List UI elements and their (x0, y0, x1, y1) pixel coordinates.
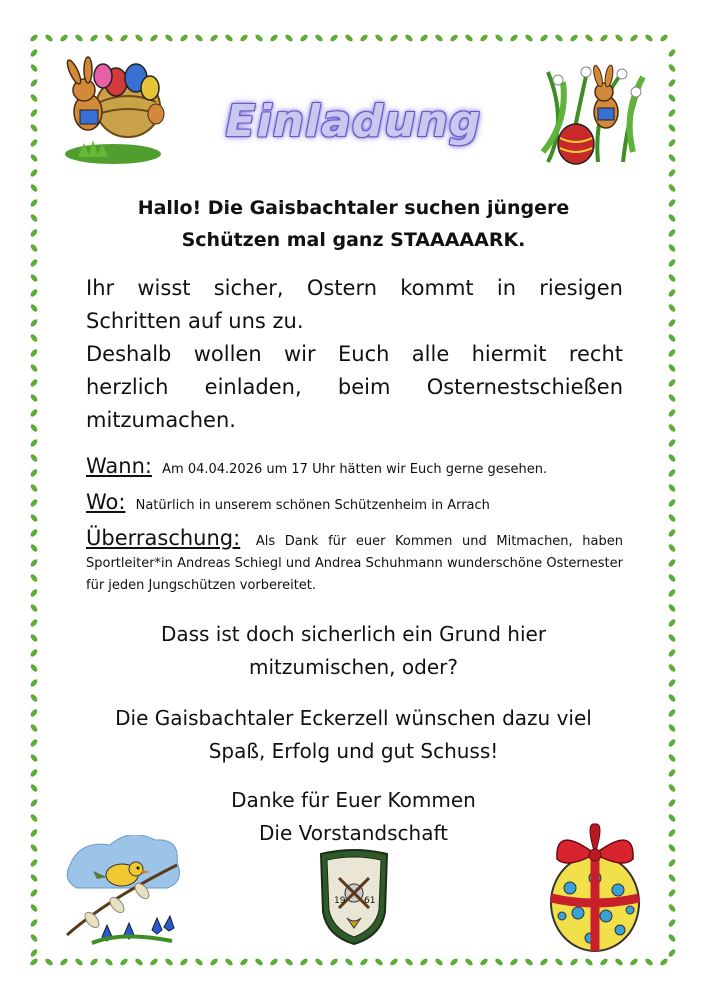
vine-leaf (668, 199, 676, 208)
vine-leaf (30, 799, 38, 808)
vine-leaf (195, 958, 204, 966)
signature-line: Die Vorstandschaft (259, 821, 448, 845)
wishes-text (60, 702, 647, 768)
vine-leaf (668, 49, 676, 58)
vine-leaf (668, 274, 676, 283)
vine-leaf (30, 574, 38, 583)
vine-leaf (668, 829, 676, 838)
club-emblem-icon (317, 848, 391, 946)
vine-leaf (450, 34, 459, 42)
vine-leaf (668, 679, 676, 688)
vine-leaf (668, 784, 676, 793)
vine-leaf (30, 409, 38, 418)
vine-leaf (668, 604, 676, 613)
vine-leaf (30, 259, 38, 268)
vine-leaf (668, 814, 676, 823)
vine-leaf (105, 958, 114, 966)
vine-leaf (345, 34, 354, 42)
vine-leaf (668, 619, 676, 628)
vine-leaf (495, 958, 504, 966)
vine-leaf (240, 34, 249, 42)
vine-leaf (668, 484, 676, 493)
vine-leaf (570, 958, 579, 966)
vine-leaf (668, 364, 676, 373)
vine-leaf (555, 958, 564, 966)
vine-leaf (30, 904, 38, 913)
vine-leaf (30, 694, 38, 703)
vine-leaf (120, 958, 129, 966)
headline (80, 192, 627, 256)
vine-leaf (30, 949, 38, 958)
vine-leaf (30, 289, 38, 298)
vine-leaf (668, 949, 676, 958)
when-row (86, 455, 623, 481)
vine-leaf (660, 34, 669, 42)
where-row (86, 491, 623, 517)
vine-leaf (585, 34, 594, 42)
where-label: Wo: (86, 490, 126, 514)
vine-leaf (390, 958, 399, 966)
vine-leaf (345, 958, 354, 966)
vine-leaf (668, 259, 676, 268)
vine-leaf (30, 214, 38, 223)
vine-leaf (668, 409, 676, 418)
vine-leaf (30, 859, 38, 868)
surprise-text: Als Dank für euer Kommen und Mitmachen, haben Sportleiter*in Andreas Schiegl und Andrea Schuhmann wunderschöne Osternester für jeden Jungschützen vorbereitet. (86, 534, 623, 593)
vine-leaf (75, 34, 84, 42)
vine-leaf (30, 64, 38, 73)
vine-leaf (30, 274, 38, 283)
vine-leaf (30, 484, 38, 493)
vine-leaf (668, 499, 676, 508)
intro-line-2: Schritten auf uns zu. (86, 309, 304, 333)
vine-leaf (30, 184, 38, 193)
vine-leaf (30, 634, 38, 643)
vine-leaf (668, 544, 676, 553)
vine-leaf (30, 934, 38, 943)
vine-leaf (30, 829, 38, 838)
vine-leaf (645, 34, 654, 42)
vine-leaf (450, 958, 459, 966)
vine-leaf (525, 34, 534, 42)
vine-leaf (420, 958, 429, 966)
vine-leaf (195, 34, 204, 42)
vine-leaf (30, 559, 38, 568)
vine-leaf (30, 34, 39, 42)
vine-leaf (668, 934, 676, 943)
vine-leaf (668, 799, 676, 808)
vine-leaf (315, 34, 324, 42)
vine-leaf (30, 529, 38, 538)
surprise-label: Überraschung: (86, 526, 241, 550)
vine-leaf (668, 424, 676, 433)
vine-leaf (30, 154, 38, 163)
vine-leaf (420, 34, 429, 42)
vine-leaf (30, 514, 38, 523)
vine-leaf (480, 958, 489, 966)
vine-leaf (30, 544, 38, 553)
vine-leaf (180, 958, 189, 966)
vine-leaf (668, 514, 676, 523)
vine-leaf (30, 664, 38, 673)
vine-leaf (668, 244, 676, 253)
vine-leaf (668, 214, 676, 223)
vine-leaf (120, 34, 129, 42)
question-line-2: mitzumischen, oder? (249, 655, 458, 679)
vine-leaf (600, 34, 609, 42)
wishes-line-1: Die Gaisbachtaler Eckerzell wünschen dazu viel (115, 706, 592, 730)
thanks-text (60, 784, 647, 850)
vine-leaf (225, 34, 234, 42)
vine-leaf (30, 199, 38, 208)
vine-leaf (30, 229, 38, 238)
intro-line-1: Ihr wisst sicher, Ostern kommt in riesigen (86, 276, 623, 300)
vine-leaf (30, 769, 38, 778)
vine-leaf (360, 958, 369, 966)
vine-leaf (465, 958, 474, 966)
event-details (86, 455, 623, 597)
vine-leaf (135, 958, 144, 966)
vine-leaf (465, 34, 474, 42)
where-text: Natürlich in unserem schönen Schützenheim in Arrach (135, 498, 490, 513)
vine-leaf (30, 919, 38, 928)
intro-line-3: Deshalb wollen wir Euch alle hiermit recht (86, 342, 623, 366)
vine-leaf (30, 439, 38, 448)
vine-leaf (30, 958, 39, 966)
vine-leaf (668, 739, 676, 748)
page-title: Einladung (225, 96, 482, 147)
vine-leaf (668, 754, 676, 763)
vine-leaf (405, 958, 414, 966)
vine-leaf (540, 34, 549, 42)
vine-leaf (60, 34, 69, 42)
vine-leaf (30, 379, 38, 388)
vine-leaf (30, 739, 38, 748)
vine-leaf (668, 169, 676, 178)
vine-leaf (668, 184, 676, 193)
vine-leaf (30, 364, 38, 373)
surprise-row (86, 527, 623, 597)
vine-leaf (315, 958, 324, 966)
vine-leaf (255, 34, 264, 42)
vine-leaf (668, 79, 676, 88)
vine-leaf (240, 958, 249, 966)
vine-leaf (645, 958, 654, 966)
vine-leaf (668, 919, 676, 928)
vine-leaf (30, 469, 38, 478)
question-text (60, 618, 647, 684)
vine-leaf (668, 874, 676, 883)
vine-leaf (600, 958, 609, 966)
svg-text:19: 19 (334, 896, 346, 906)
vine-leaf (585, 958, 594, 966)
vine-leaf (668, 304, 676, 313)
vine-leaf (285, 34, 294, 42)
vine-leaf (30, 844, 38, 853)
vine-leaf (435, 958, 444, 966)
vine-leaf (668, 859, 676, 868)
vine-leaf (615, 958, 624, 966)
vine-leaf (630, 958, 639, 966)
vine-leaf (668, 649, 676, 658)
bird-on-branch-icon (62, 835, 187, 945)
vine-leaf (668, 469, 676, 478)
vine-leaf (540, 958, 549, 966)
vine-leaf (435, 34, 444, 42)
vine-leaf (30, 604, 38, 613)
vine-leaf (30, 319, 38, 328)
vine-leaf (210, 958, 219, 966)
vine-leaf (30, 784, 38, 793)
vine-leaf (668, 634, 676, 643)
vine-leaf (30, 169, 38, 178)
vine-leaf (210, 34, 219, 42)
thanks-line-1: Danke für Euer Kommen (231, 788, 476, 812)
vine-leaf (90, 34, 99, 42)
vine-leaf (668, 724, 676, 733)
vine-leaf (668, 229, 676, 238)
vine-leaf (668, 559, 676, 568)
vine-leaf (668, 64, 676, 73)
vine-leaf (668, 349, 676, 358)
vine-leaf (30, 349, 38, 358)
vine-leaf (30, 424, 38, 433)
svg-text:61: 61 (364, 896, 376, 906)
vine-leaf (30, 724, 38, 733)
vine-leaf (615, 34, 624, 42)
vine-leaf (660, 958, 669, 966)
vine-leaf (300, 958, 309, 966)
headline-line-2: Schützen mal ganz STAAAAARK. (181, 229, 526, 251)
vine-leaf (150, 958, 159, 966)
vine-leaf (668, 394, 676, 403)
vine-leaf (495, 34, 504, 42)
vine-leaf (285, 958, 294, 966)
vine-leaf (165, 34, 174, 42)
vine-leaf (510, 958, 519, 966)
headline-line-1: Hallo! Die Gaisbachtaler suchen jüngere (137, 197, 570, 219)
vine-leaf (570, 34, 579, 42)
vine-leaf (555, 34, 564, 42)
vine-leaf (60, 958, 69, 966)
vine-leaf (668, 694, 676, 703)
vine-leaf (30, 334, 38, 343)
vine-leaf (510, 34, 519, 42)
vine-leaf (375, 34, 384, 42)
vine-leaf (668, 454, 676, 463)
vine-leaf (270, 958, 279, 966)
vine-leaf (30, 619, 38, 628)
vine-leaf (630, 34, 639, 42)
intro-line-4: herzlich einladen, beim Osternestschießen (86, 375, 623, 399)
vine-leaf (30, 79, 38, 88)
vine-leaf (668, 904, 676, 913)
vine-leaf (180, 34, 189, 42)
vine-leaf (30, 709, 38, 718)
vine-leaf (668, 844, 676, 853)
vine-leaf (668, 334, 676, 343)
vine-leaf (270, 34, 279, 42)
vine-leaf (30, 49, 38, 58)
vine-leaf (30, 889, 38, 898)
vine-leaf (668, 769, 676, 778)
vine-leaf (390, 34, 399, 42)
question-line-1: Dass ist doch sicherlich ein Grund hier (160, 622, 547, 646)
vine-leaf (668, 889, 676, 898)
when-label: Wann: (86, 454, 152, 478)
vine-leaf (255, 958, 264, 966)
vine-leaf (668, 319, 676, 328)
vine-leaf (30, 754, 38, 763)
vine-leaf (668, 664, 676, 673)
vine-leaf (30, 394, 38, 403)
vine-leaf (30, 814, 38, 823)
wishes-line-2: Spaß, Erfolg und gut Schuss! (208, 739, 499, 763)
vine-leaf (525, 958, 534, 966)
vine-leaf (668, 589, 676, 598)
vine-leaf (105, 34, 114, 42)
vine-leaf (330, 958, 339, 966)
vine-leaf (30, 874, 38, 883)
vine-leaf (30, 649, 38, 658)
vine-leaf (668, 529, 676, 538)
vine-leaf (30, 589, 38, 598)
vine-leaf (330, 34, 339, 42)
vine-leaf (30, 499, 38, 508)
vine-leaf (225, 958, 234, 966)
vine-leaf (668, 439, 676, 448)
vine-leaf (165, 958, 174, 966)
vine-leaf (300, 34, 309, 42)
vine-leaf (150, 34, 159, 42)
vine-leaf (75, 958, 84, 966)
vine-leaf (668, 574, 676, 583)
vine-leaf (45, 34, 54, 42)
vine-leaf (30, 304, 38, 313)
vine-leaf (360, 34, 369, 42)
vine-leaf (668, 154, 676, 163)
vine-leaf (668, 289, 676, 298)
vine-leaf (405, 34, 414, 42)
vine-leaf (90, 958, 99, 966)
when-text: Am 04.04.2026 um 17 Uhr hätten wir Euch gerne gesehen. (162, 462, 548, 477)
vine-leaf (480, 34, 489, 42)
vine-leaf (668, 379, 676, 388)
vine-leaf (30, 454, 38, 463)
vine-leaf (30, 244, 38, 253)
vine-leaf (30, 679, 38, 688)
vine-leaf (45, 958, 54, 966)
vine-leaf (375, 958, 384, 966)
intro-line-5: mitzumachen. (86, 408, 236, 432)
vine-leaf (135, 34, 144, 42)
intro-text (86, 272, 623, 437)
vine-leaf (668, 709, 676, 718)
